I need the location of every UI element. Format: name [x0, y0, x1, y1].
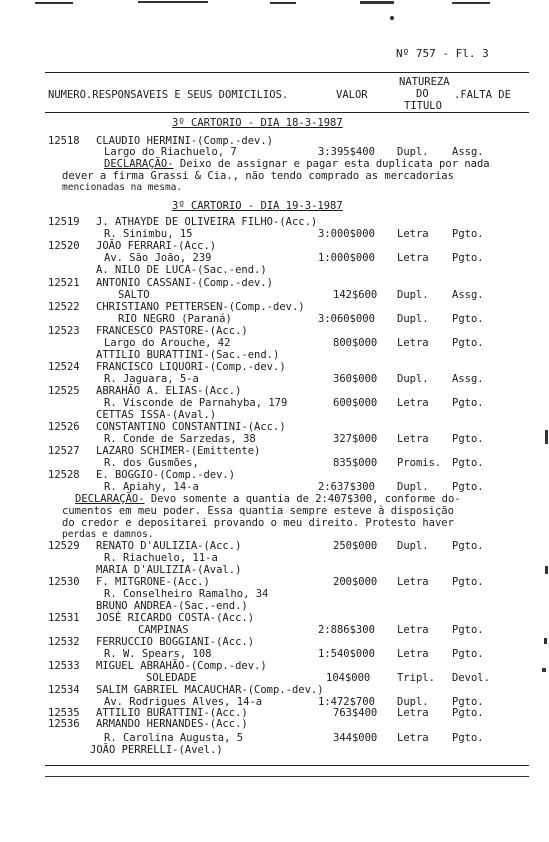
entry-addr: RIO NEGRO (Paraná) — [118, 313, 232, 325]
entry-name: E. BOGGIO-(Comp.-dev.) — [96, 469, 236, 481]
entry-falta: Pgto. — [452, 576, 484, 588]
declaration-line: Devo somente a quantia de 2:407$300, conforme do- — [150, 493, 461, 505]
scan-mark — [270, 2, 296, 4]
entry-name: J. ATHAYDE DE OLIVEIRA FILHO-(Acc.) — [96, 216, 318, 228]
entry-tipo: Letra — [397, 228, 429, 240]
entry-falta: Devol. — [452, 672, 490, 684]
entry-valor: 1:472$700 — [318, 696, 375, 708]
entry-name: SALIM GABRIEL MACAUCHAR-(Comp.-dev.) — [96, 684, 324, 696]
entry-falta: Pgto. — [452, 732, 484, 744]
entry-tipo: Letra — [397, 576, 429, 588]
entry-num: 12532 — [48, 636, 80, 648]
declaration-line: Deixo de assignar e pagar esta duplicata por nada — [179, 158, 490, 170]
entry-tipo: Dupl. — [397, 696, 429, 708]
entry-num: 12527 — [48, 445, 80, 457]
entry-falta: Pgto. — [452, 457, 484, 469]
entry-name: F. MITGRONE-(Acc.) — [96, 576, 210, 588]
entry-tipo: Letra — [397, 707, 429, 719]
entry-name: MIGUEL ABRAHÃO-(Comp.-dev.) — [96, 660, 267, 672]
rule-header — [45, 112, 529, 113]
entry-name: LAZARO SCHIMER-(Emittente) — [96, 445, 261, 457]
declaration-line: do credor e depositarei provando o meu direito. Protesto haver — [62, 517, 454, 529]
entry-name: ATTILIO BURATTINI-(Acc.) — [96, 707, 248, 719]
rule-bottom — [45, 765, 529, 766]
entry-addr: R. Riachuelo, 11-a — [104, 552, 218, 564]
entry-addr: CAMPINAS — [138, 624, 189, 636]
entry-tipo: Letra — [397, 433, 429, 445]
entry-num: 12525 — [48, 385, 80, 397]
section-title: 3º CARTORIO - DIA 19-3-1987 — [172, 200, 343, 212]
entry-valor: 835$000 — [333, 457, 378, 469]
entry-tipo: Letra — [397, 397, 429, 409]
entry-valor: 360$000 — [333, 373, 378, 385]
declaration-label: DECLARAÇÃO- — [104, 158, 174, 170]
entry-num: 12531 — [48, 612, 80, 624]
page-ref: Nº 757 - Fl. 3 — [396, 47, 489, 60]
header-titulo: TITULO — [404, 100, 442, 112]
entry-addr: R. Conselheiro Ramalho, 34 — [104, 588, 269, 600]
section-title: 3º CARTORIO - DIA 18-3-1987 — [172, 117, 343, 129]
entry-valor: 200$000 — [333, 576, 378, 588]
entry-name: ABRAHÃO A. ELIAS-(Acc.) — [96, 385, 242, 397]
entry-valor: 344$000 — [333, 732, 378, 744]
entry-valor: 3:000$000 — [318, 228, 375, 240]
entry-tipo: Dupl. — [397, 540, 429, 552]
entry-extra: MARIA D'AULIZIA-(Aval.) — [96, 564, 242, 576]
entry-valor: 327$000 — [333, 433, 378, 445]
entry-extra: JOÃO PERRELLI-(Avel.) — [90, 744, 223, 756]
entry-addr: Av. Rodrigues Alves, 14-a — [104, 696, 263, 708]
entry-tipo: Dupl. — [397, 373, 429, 385]
entry-name: RENATO D'AULIZIA-(Acc.) — [96, 540, 242, 552]
entry-num: 12536 — [48, 718, 80, 730]
declaration-line: mencionadas na mesma. — [62, 182, 183, 193]
entry-falta: Pgto. — [452, 707, 484, 719]
entry-tipo: Dupl. — [397, 313, 429, 325]
entry-falta: Assg. — [452, 373, 484, 385]
scan-mark — [138, 1, 208, 3]
entry-name: FRANCESCO PASTORE-(Acc.) — [96, 325, 248, 337]
entry-name: CHRISTIANO PETTERSEN-(Comp.-dev.) — [96, 301, 305, 313]
scan-mark — [542, 668, 546, 672]
entry-num: 12530 — [48, 576, 80, 588]
header-numero: NUMERO.RESPONSAVEIS E SEUS DOMICILIOS. — [48, 89, 289, 101]
entry-name: JOÃO FERRARI-(Acc.) — [96, 240, 217, 252]
rule-top — [45, 72, 529, 73]
entry-tipo: Letra — [397, 337, 429, 349]
entry-tipo: Dupl. — [397, 146, 429, 158]
entry-tipo: Tripl. — [397, 672, 435, 684]
entry-falta: Pgto. — [452, 696, 484, 708]
entry-num: 12524 — [48, 361, 80, 373]
entry-tipo: Letra — [397, 624, 429, 636]
entry-valor: 104$000 — [326, 672, 371, 684]
entry-num: 12529 — [48, 540, 80, 552]
entry-falta: Pgto. — [452, 433, 484, 445]
entry-valor: 800$000 — [333, 337, 378, 349]
entry-addr: R. Visconde de Parnahyba, 179 — [104, 397, 288, 409]
entry-falta: Pgto. — [452, 313, 484, 325]
entry-tipo: Dupl. — [397, 289, 429, 301]
declaration-label: DECLARAÇÃO- — [75, 493, 145, 505]
entry-name: FRANCISCO LIQUORI-(Comp.-dev.) — [96, 361, 286, 373]
entry-falta: Pgto. — [452, 648, 484, 660]
header-valor: VALOR — [336, 89, 368, 101]
entry-falta: Pgto. — [452, 624, 484, 636]
entry-num: 12520 — [48, 240, 80, 252]
entry-name: CONSTANTINO CONSTANTINI-(Acc.) — [96, 421, 286, 433]
declaration-line: cumentos em meu poder. Essa quantia sempre esteve à disposição — [62, 505, 454, 517]
entry-num: 12519 — [48, 216, 80, 228]
entry-extra: ATTILIO BURATTINI-(Sac.-end.) — [96, 349, 280, 361]
entry-valor: 3:060$000 — [318, 313, 375, 325]
entry-valor: 3:395$400 — [318, 146, 375, 158]
entry-num: 12518 — [48, 135, 80, 147]
entry-falta: Assg. — [452, 146, 484, 158]
entry-num: 12534 — [48, 684, 80, 696]
entry-falta: Pgto. — [452, 481, 484, 493]
entry-falta: Pgto. — [452, 540, 484, 552]
entry-valor: 1:540$000 — [318, 648, 375, 660]
entry-num: 12528 — [48, 469, 80, 481]
entry-falta: Pgto. — [452, 252, 484, 264]
entry-name: ANTONIO CASSANI-(Comp.-dev.) — [96, 277, 274, 289]
rule-bottom-2 — [45, 776, 529, 777]
entry-valor: 2:637$300 — [318, 481, 375, 493]
entry-num: 12523 — [48, 325, 80, 337]
entry-addr: Largo do Arouche, 42 — [104, 337, 231, 349]
declaration-line: perdas e damnos. — [62, 529, 154, 540]
entry-addr: Largo do Riachuelo, 7 — [104, 146, 237, 158]
entry-extra: BRUNO ANDREA-(Sac.-end.) — [96, 600, 248, 612]
entry-name: FERRUCCIO BOGGIANI-(Acc.) — [96, 636, 255, 648]
entry-valor: 250$000 — [333, 540, 378, 552]
entry-valor: 142$600 — [333, 289, 378, 301]
entry-addr: SOLEDADE — [146, 672, 197, 684]
entry-tipo: Dupl. — [397, 481, 429, 493]
entry-extra: CETTAS ISSA-(Aval.) — [96, 409, 217, 421]
entry-addr: R. Carolina Augusta, 5 — [104, 732, 244, 744]
entry-valor: 2:886$300 — [318, 624, 375, 636]
scan-mark — [452, 2, 490, 4]
entry-num: 12533 — [48, 660, 80, 672]
entry-name: CLAUDIO HERMINI-(Comp.-dev.) — [96, 135, 274, 147]
entry-addr: R. Sinimbu, 15 — [104, 228, 193, 240]
entry-name: ARMANDO HERNANDES-(Acc.) — [96, 718, 248, 730]
scan-mark — [545, 430, 548, 444]
entry-falta: Pgto. — [452, 228, 484, 240]
entry-falta: Pgto. — [452, 397, 484, 409]
entry-valor: 600$000 — [333, 397, 378, 409]
entry-addr: R. Apiahy, 14-a — [104, 481, 199, 493]
entry-num: 12522 — [48, 301, 80, 313]
entry-valor: 1:000$000 — [318, 252, 375, 264]
scan-mark — [35, 2, 73, 4]
entry-name: JOSÉ RICARDO COSTA-(Acc.) — [96, 612, 255, 624]
entry-num: 12535 — [48, 707, 80, 719]
entry-falta: Pgto. — [452, 337, 484, 349]
entry-num: 12526 — [48, 421, 80, 433]
entry-addr: R. dos Gusmões, — [104, 457, 199, 469]
entry-addr: R. Jaguara, 5-a — [104, 373, 199, 385]
declaration-line: dever a firma Grassi & Cia., não tendo comprado as mercadorias — [62, 170, 454, 182]
entry-addr: R. Conde de Sarzedas, 38 — [104, 433, 256, 445]
entry-tipo: Letra — [397, 732, 429, 744]
entry-tipo: Letra — [397, 648, 429, 660]
entry-extra: A. NILO DE LUCA-(Sac.-end.) — [96, 264, 267, 276]
entry-falta: Assg. — [452, 289, 484, 301]
entry-addr: Av. São João, 239 — [104, 252, 212, 264]
entry-num: 12521 — [48, 277, 80, 289]
scan-mark — [544, 638, 547, 644]
header-natureza: NATUREZA — [399, 76, 450, 88]
header-falta: .FALTA DE — [454, 89, 511, 101]
scan-mark — [545, 566, 548, 574]
scan-mark — [360, 1, 394, 4]
entry-valor: 763$400 — [333, 707, 378, 719]
header-do: DO — [416, 88, 429, 100]
entry-tipo: Promis. — [397, 457, 442, 469]
entry-tipo: Letra — [397, 252, 429, 264]
scan-mark — [390, 16, 394, 20]
entry-addr: SALTO — [118, 289, 150, 301]
entry-addr: R. W. Spears, 108 — [104, 648, 212, 660]
